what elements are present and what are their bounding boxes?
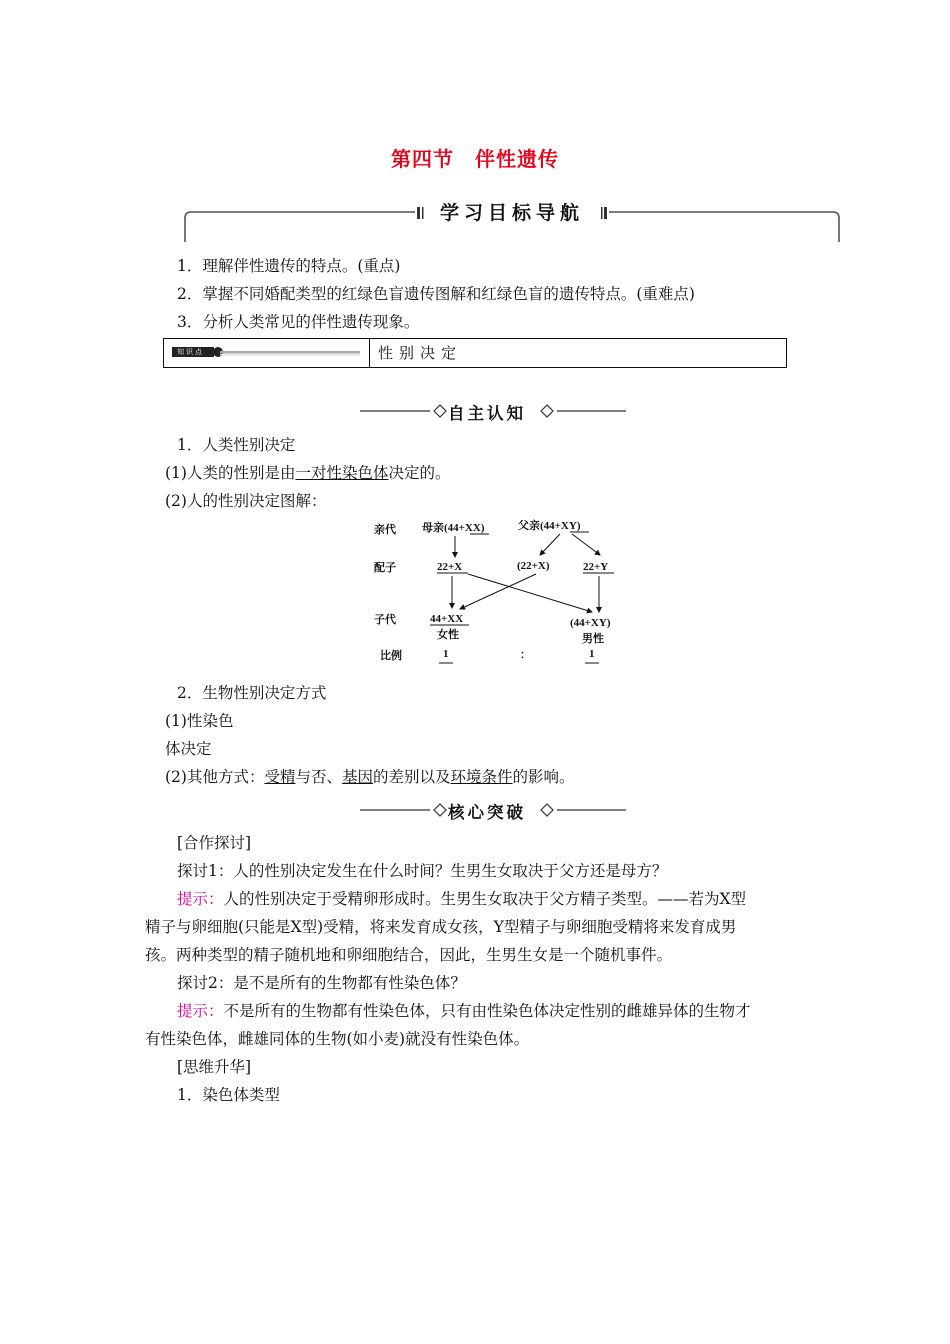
row-label-parents: 亲代 [374,524,396,536]
arrow-father-to-x [540,534,560,555]
page-title: 第四节 伴性遗传 [391,147,559,171]
think-label: [思维升华] [177,1058,252,1076]
item2-p2-mid1: 与否、 [295,768,342,786]
answer-2-line1 [177,1001,751,1021]
answer-1-line3: 孩。两种类型的精子随机地和卵细胞结合，因此，生男生女是一个随机事件。 [145,946,673,964]
self-study-item2-title: 2．生物性别决定方式 [177,684,327,702]
goals-banner [183,196,841,244]
coop-label: [合作探讨] [177,834,252,852]
core-item-1: 1．染色体类型 [177,1086,280,1104]
answer-1-line1 [177,889,746,909]
goal-item-1: 1．理解伴性遗传的特点。(重点) [177,257,401,275]
item2-p2-suffix: 的影响。 [512,768,575,786]
item1-p1-suffix: 决定的。 [388,464,451,482]
answer-2-line2: 有性染色体，雌雄同体的生物(如小麦)就没有性染色体。 [145,1030,530,1048]
arrow-x-to-male [468,574,592,612]
self-study-item2-p1-line2: 体决定 [165,740,212,758]
item2-p2-fill3: 环境条件 [450,768,513,786]
offspring-female-genotype: 44+XX [430,613,464,625]
offspring-male-genotype: (44+XY) [570,617,611,629]
row-label-offspring: 子代 [374,614,396,626]
gamete-father-x: (22+X) [517,560,550,572]
knowledge-point-label: 性别决定 [378,344,463,362]
self-study-item2-p1-line1: (1)性染色 [165,712,234,730]
ratio-right: 1 [589,648,595,660]
self-study-item1-p2: (2)人的性别决定图解： [165,492,327,510]
knowledge-point-box [163,338,787,368]
item2-p2-mid2: 的差别以及 [373,768,451,786]
goals-banner-title: 学习目标导航 [439,202,584,224]
hint-label-2: 提示： [177,1002,224,1020]
self-study-item1-p1 [165,463,451,483]
goal-item-3: 3．分析人类常见的伴性遗传现象。 [177,313,420,331]
answer-2-text-1: 不是所有的生物都有性染色体，只有由性染色体决定性别的雌雄异体的生物才 [223,1002,751,1020]
hint-label-1: 提示： [177,890,224,908]
mother-genotype: 母亲(44+XX) [422,522,485,534]
answer-1-text-1: 人的性别决定于受精卵形成时。生男生女取决于父方精子类型。——若为X型 [223,890,747,908]
goal-item-2: 2．掌握不同婚配类型的红绿色盲遗传图解和红绿色盲的遗传特点。(重难点) [177,285,695,303]
knowledge-point-tag [172,347,360,357]
self-study-item2-p2 [165,767,575,787]
self-study-item1-title: 1．人类性别决定 [177,436,296,454]
ratio-separator: ： [520,649,531,661]
item2-p2-fill1: 受精 [264,768,296,786]
knowledge-box-divider [369,339,370,367]
core-heading: 核心突破 [448,803,526,822]
offspring-male-label: 男性 [582,633,604,645]
question-1: 探讨1：人的性别决定发生在什么时间？生男生女取决于父方还是母方？ [177,862,668,880]
item2-p2-prefix: (2)其他方式： [165,768,265,786]
knowledge-point-tag-text: 知识点 [177,348,204,356]
father-genotype: 父亲(44+XY) [518,520,581,532]
gamete-mother-x: 22+X [437,561,463,573]
gamete-father-y: 22+Y [583,561,609,573]
item1-p1-fill: 一对性染色体 [295,464,389,482]
row-label-ratio: 比例 [380,650,402,662]
row-label-gametes: 配子 [374,562,396,574]
item1-p1-prefix: (1)人类的性别是由 [165,464,296,482]
answer-1-line2: 精子与卵细胞(只能是X型)受精，将来发育成女孩，Y型精子与卵细胞受精将来发育成男 [145,918,737,936]
question-2: 探讨2：是不是所有的生物都有性染色体？ [177,974,466,992]
item2-p2-fill2: 基因 [342,768,374,786]
sex-determination-diagram [360,512,630,672]
offspring-female-label: 女性 [437,629,459,641]
ratio-left: 1 [443,648,449,660]
arrow-father-to-y [572,534,600,555]
self-study-heading: 自主认知 [448,404,526,423]
